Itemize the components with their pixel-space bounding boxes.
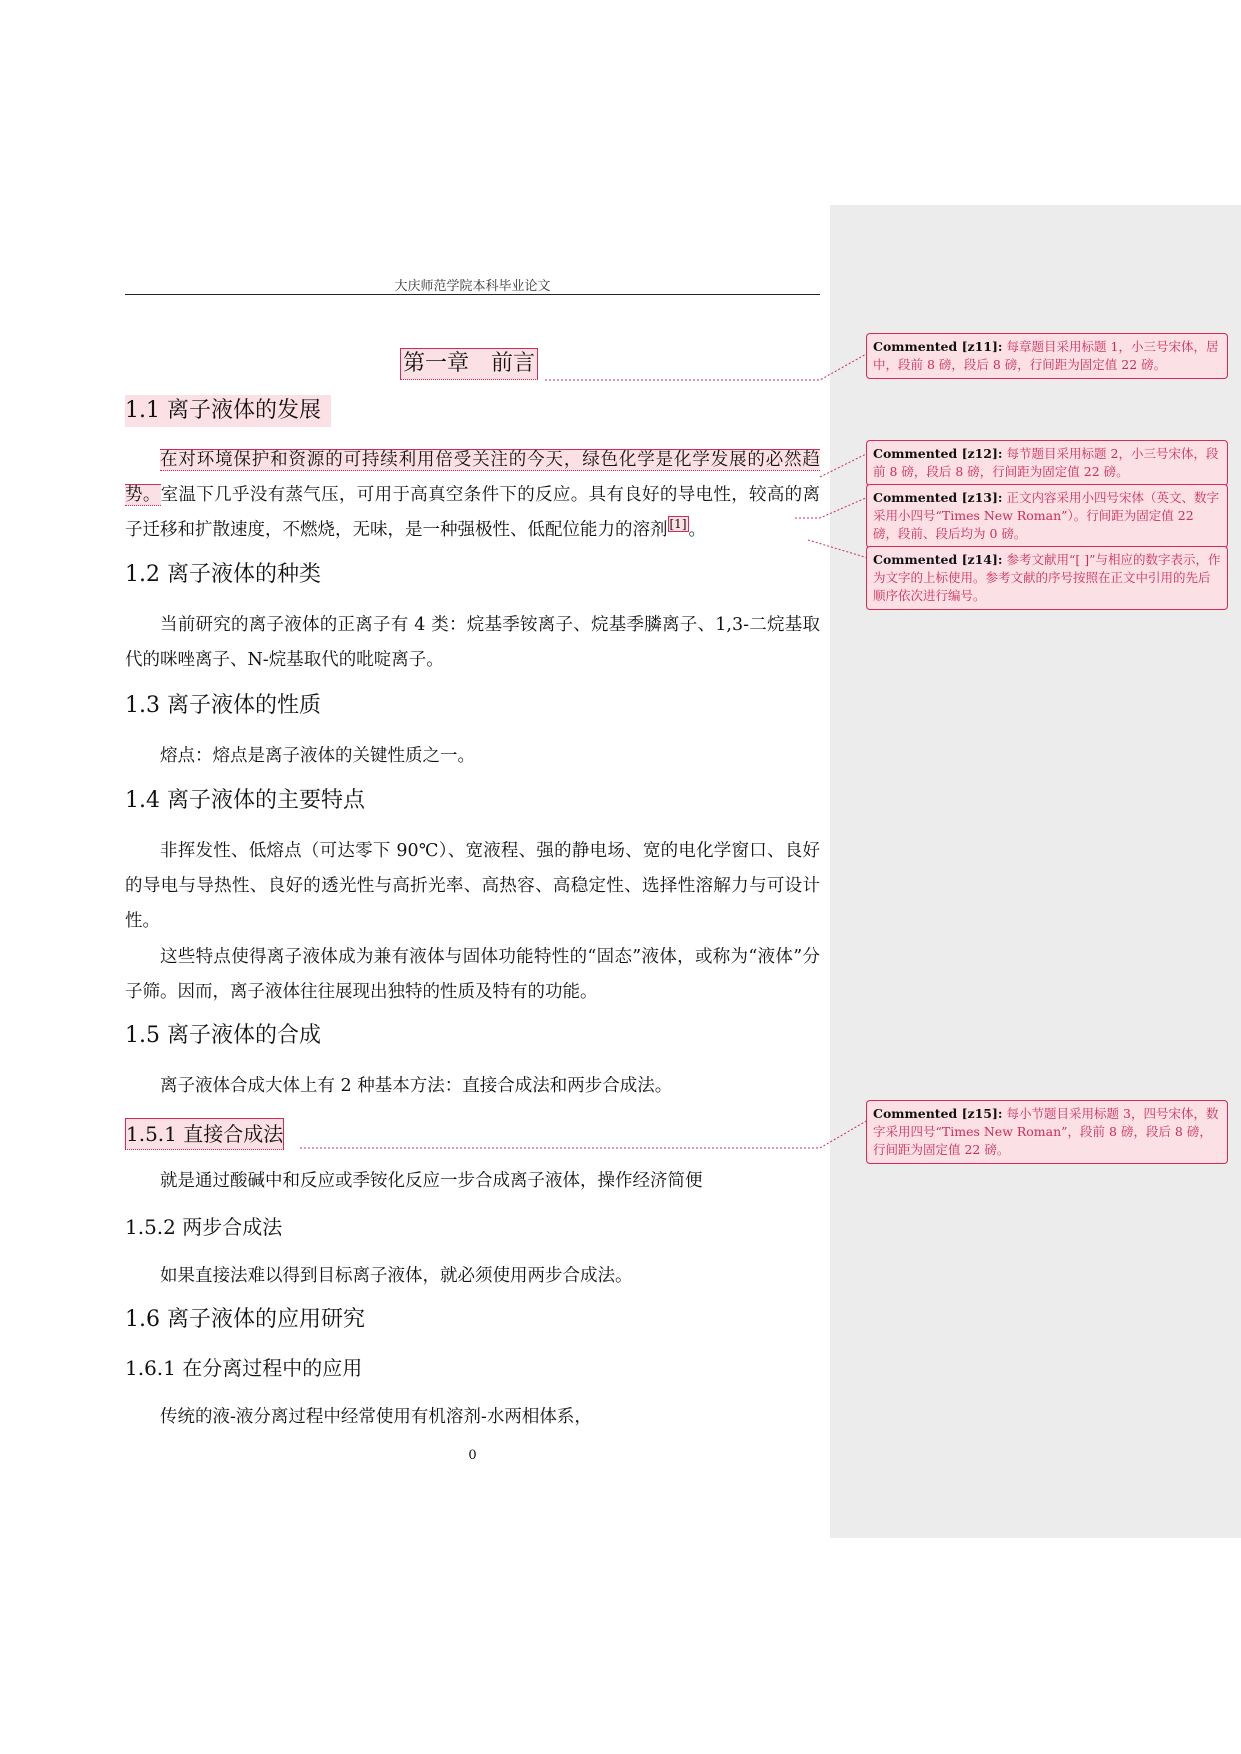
heading-1-2: 1.2 离子液体的种类 xyxy=(125,562,321,587)
heading-1-3: 1.3 离子液体的性质 xyxy=(125,693,321,718)
heading-1-5-1[interactable]: 1.5.1 直接合成法 xyxy=(125,1118,284,1150)
heading-1-6: 1.6 离子液体的应用研究 xyxy=(125,1307,365,1332)
comment-z13[interactable] xyxy=(866,484,1228,548)
paragraph-5-text: 这些特点使得离子液体成为兼有液体与固体功能特性的“固态”液体，或称为“液体”分子筛。因而，离子液体往往展现出独特的性质及特有的功能。 xyxy=(125,947,820,1002)
heading-1-4: 1.4 离子液体的主要特点 xyxy=(125,788,365,813)
paragraph-1-text: 室温下几乎没有蒸气压，可用于高真空条件下的反应。具有良好的导电性，较高的离子迁移和扩散速度，不燃烧，无味，是一种强极性、低配位能力的溶剂 xyxy=(125,485,821,540)
comment-author: Commented [z12]: xyxy=(873,446,1003,461)
connector-z14 xyxy=(808,540,868,558)
comment-z15[interactable] xyxy=(866,1100,1228,1164)
heading-1-1[interactable]: 1.1 离子液体的发展 xyxy=(125,395,331,427)
comment-text: 正文内容采用小四号宋体（英文、数字采用小四号“Times New Roman”）。行间距为固定值 22 磅，段前、段后均为 0 磅。 xyxy=(873,490,1220,541)
paragraph-4-text: 非挥发性、低熔点（可达零下 90℃）、宽液程、强的静电场、宽的电化学窗口、良好的导电与导热性、良好的透光性与高折光率、高热容、高稳定性、选择性溶解力与可设计性。 xyxy=(125,841,820,931)
comment-text: 每章题目采用标题 1，小三号宋体，居中，段前 8 磅，段后 8 磅，行间距为固定值 22 磅。 xyxy=(873,339,1219,372)
comment-text: 每节题目采用标题 2，小三号宋体，段前 8 磅，段后 8 磅，行间距为固定值 22 磅。 xyxy=(873,446,1219,479)
page-header: 大庆师范学院本科毕业论文 xyxy=(394,279,551,294)
connector-z15 xyxy=(300,1120,868,1148)
paragraph-3-text: 熔点：熔点是离子液体的关键性质之一。 xyxy=(160,746,475,766)
citation-marker[interactable]: [1] xyxy=(669,517,687,532)
comment-author: Commented [z11]: xyxy=(873,339,1003,354)
connector-z13 xyxy=(795,497,868,518)
paragraph-7-text: 就是通过酸碱中和反应或季铵化反应一步合成离子液体，操作经济简便 xyxy=(160,1171,703,1191)
comment-author: Commented [z13]: xyxy=(873,490,1003,505)
chapter-title[interactable]: 第一章 前言 xyxy=(400,348,538,380)
connector-z11 xyxy=(545,353,868,380)
comment-author: Commented [z14]: xyxy=(873,552,1003,567)
paragraph-6-text: 离子液体合成大体上有 2 种基本方法：直接合成法和两步合成法。 xyxy=(160,1076,673,1096)
paragraph-2-text: 当前研究的离子液体的正离子有 4 类：烷基季铵离子、烷基季膦离子、1,3-二烷基取代的咪唑离子、N-烷基取代的吡啶离子。 xyxy=(125,615,820,670)
comment-z14[interactable] xyxy=(866,546,1228,610)
comment-anchor-text[interactable]: 在对环境保护和资源的可持续利用倍受关注的今天，绿色化学是化学发展的必然趋势。 xyxy=(125,450,820,505)
comment-text: 参考文献用“[ ]”与相应的数字表示，作为文字的上标使用。参考文献的序号按照在正文中引用的先后顺序依次进行编号。 xyxy=(873,552,1221,603)
paragraph-1-end: 。 xyxy=(688,520,706,540)
heading-1-6-1: 1.6.1 在分离过程中的应用 xyxy=(125,1356,363,1380)
connector-z12 xyxy=(820,453,868,477)
comment-text: 每小节题目采用标题 3，四号宋体，数字采用四号“Times New Roman”，段前 8 磅，段后 8 磅，行间距为固定值 22 磅。 xyxy=(873,1106,1219,1157)
comment-z12[interactable] xyxy=(866,440,1228,486)
comment-z11[interactable] xyxy=(866,333,1228,379)
paragraph-8-text: 如果直接法难以得到目标离子液体，就必须使用两步合成法。 xyxy=(160,1266,633,1286)
page-number: 0 xyxy=(468,1448,477,1463)
comment-author: Commented [z15]: xyxy=(873,1106,1003,1121)
heading-1-5: 1.5 离子液体的合成 xyxy=(125,1023,321,1048)
paragraph-9-text: 传统的液-液分离过程中经常使用有机溶剂-水两相体系， xyxy=(160,1407,592,1427)
heading-1-5-2: 1.5.2 两步合成法 xyxy=(125,1215,283,1239)
